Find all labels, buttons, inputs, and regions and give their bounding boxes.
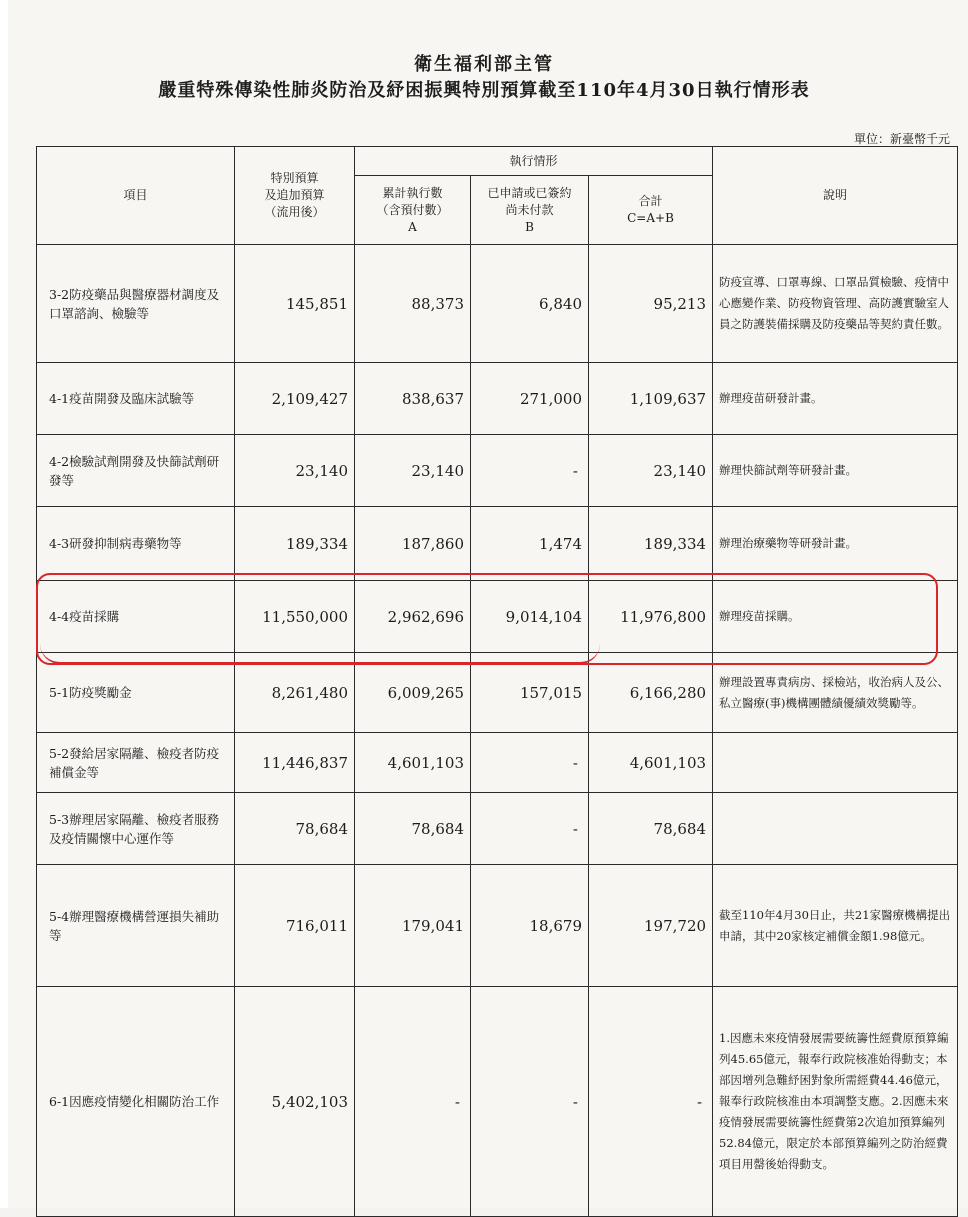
header-col-a	[355, 176, 471, 245]
row-c: 78,684	[589, 793, 713, 865]
table-row	[37, 245, 958, 363]
row-item: 6-1因應疫情變化相關防治工作	[37, 987, 235, 1217]
table-row	[37, 363, 958, 435]
row-c: 4,601,103	[589, 733, 713, 793]
row-b: 9,014,104	[471, 581, 589, 653]
row-a: 78,684	[355, 793, 471, 865]
row-note: 防疫宣導、口罩專線、口罩品質檢驗、疫情中心應變作業、防疫物資管理、高防護實驗室人員之防護裝備採購及防疫藥品等契約責任數。	[713, 245, 958, 363]
row-item: 3-2防疫藥品與醫療器材調度及口罩諮詢、檢驗等	[37, 245, 235, 363]
row-c: 23,140	[589, 435, 713, 507]
row-budget: 8,261,480	[235, 653, 355, 733]
row-budget: 23,140	[235, 435, 355, 507]
row-item: 5-1防疫獎勵金	[37, 653, 235, 733]
row-budget: 5,402,103	[235, 987, 355, 1217]
header-col-b	[471, 176, 589, 245]
table-row	[37, 865, 958, 987]
row-budget: 145,851	[235, 245, 355, 363]
header-a-line3: A	[408, 219, 417, 234]
header-a-line2: （含預付數）	[376, 202, 449, 217]
header-a-line1: 累計執行數	[382, 185, 443, 200]
row-c: 95,213	[589, 245, 713, 363]
row-a: -	[355, 987, 471, 1217]
table-row	[37, 653, 958, 733]
row-item: 4-3研發抑制病毒藥物等	[37, 507, 235, 581]
row-a: 179,041	[355, 865, 471, 987]
table-row	[37, 733, 958, 793]
row-b: 157,015	[471, 653, 589, 733]
row-item: 4-1疫苗開發及臨床試驗等	[37, 363, 235, 435]
header-c-line1: 合計	[638, 194, 663, 208]
document-title: 嚴重特殊傳染性肺炎防治及紓困振興特別預算截至110年4月30日執行情形表	[158, 80, 810, 101]
row-c: 6,166,280	[589, 653, 713, 733]
table-row	[37, 793, 958, 865]
row-budget: 716,011	[235, 865, 355, 987]
row-note: 辦理治療藥物等研發計畫。	[713, 507, 958, 581]
row-c: 189,334	[589, 507, 713, 581]
row-note: 辦理疫苗採購。	[713, 581, 958, 653]
header-b-line2: 尚未付款	[505, 202, 554, 217]
row-note	[713, 793, 958, 865]
row-a: 23,140	[355, 435, 471, 507]
row-b: 1,474	[471, 507, 589, 581]
row-a: 187,860	[355, 507, 471, 581]
row-item: 5-2發給居家隔離、檢疫者防疫補償金等	[37, 733, 235, 793]
header-b-line1: 已申請或已簽約	[487, 185, 572, 200]
header-b-line3: B	[525, 219, 534, 234]
row-item: 4-2檢驗試劑開發及快篩試劑研發等	[37, 435, 235, 507]
row-c: 11,976,800	[589, 581, 713, 653]
row-a: 6,009,265	[355, 653, 471, 733]
row-note	[713, 733, 958, 793]
header-budget	[235, 147, 355, 245]
row-note: 辦理快篩試劑等研發計畫。	[713, 435, 958, 507]
row-a: 838,637	[355, 363, 471, 435]
budget-table	[36, 146, 958, 1217]
row-c: 197,720	[589, 865, 713, 987]
row-b: 18,679	[471, 865, 589, 987]
row-budget: 11,550,000	[235, 581, 355, 653]
header-budget-line3: （流用後）	[264, 205, 325, 219]
table-row	[37, 435, 958, 507]
row-item: 4-4疫苗採購	[37, 581, 235, 653]
row-budget: 2,109,427	[235, 363, 355, 435]
table-row-highlighted	[37, 581, 958, 653]
ministry-heading: 衛生福利部主管	[414, 54, 554, 75]
row-note: 辦理設置專責病房、採檢站，收治病人及公、私立醫療(事)機構團體績優績效獎勵等。	[713, 653, 958, 733]
header-col-c	[589, 176, 713, 245]
row-item: 5-4辦理醫療機構營運損失補助等	[37, 865, 235, 987]
row-b: -	[471, 435, 589, 507]
unit-label: 單位：新臺幣千元	[853, 132, 950, 146]
row-budget: 189,334	[235, 507, 355, 581]
row-note: 截至110年4月30日止，共21家醫療機構提出申請，其中20家核定補償金額1.98億元。	[713, 865, 958, 987]
table-row	[37, 507, 958, 581]
header-item: 項目	[37, 147, 235, 245]
row-budget: 11,446,837	[235, 733, 355, 793]
row-c: 1,109,637	[589, 363, 713, 435]
row-b: 271,000	[471, 363, 589, 435]
row-budget: 78,684	[235, 793, 355, 865]
row-a: 2,962,696	[355, 581, 471, 653]
row-note: 辦理疫苗研發計畫。	[713, 363, 958, 435]
header-note: 說明	[713, 147, 958, 245]
table-row	[37, 987, 958, 1217]
row-note: 1.因應未來疫情發展需要統籌性經費原預算編列45.65億元，報奉行政院核准始得動支；本部因增列急難紓困對象所需經費44.46億元，報奉行政院核准由本項調整支應。2.因應未來疫情發展需要統籌性經費第2次追加預算編列52.84億元，限定於本部預算編列之防治經費項目用罄後始得動支。	[713, 987, 958, 1217]
row-b: -	[471, 793, 589, 865]
header-execution: 執行情形	[355, 147, 713, 176]
row-b: 6,840	[471, 245, 589, 363]
row-b: -	[471, 733, 589, 793]
header-c-line2: C=A+B	[627, 211, 674, 225]
row-item: 5-3辦理居家隔離、檢疫者服務及疫情關懷中心運作等	[37, 793, 235, 865]
row-a: 88,373	[355, 245, 471, 363]
header-budget-line1: 特別預算	[270, 171, 319, 185]
header-budget-line2: 及追加預算	[264, 188, 325, 202]
row-b: -	[471, 987, 589, 1217]
row-c: -	[589, 987, 713, 1217]
row-a: 4,601,103	[355, 733, 471, 793]
